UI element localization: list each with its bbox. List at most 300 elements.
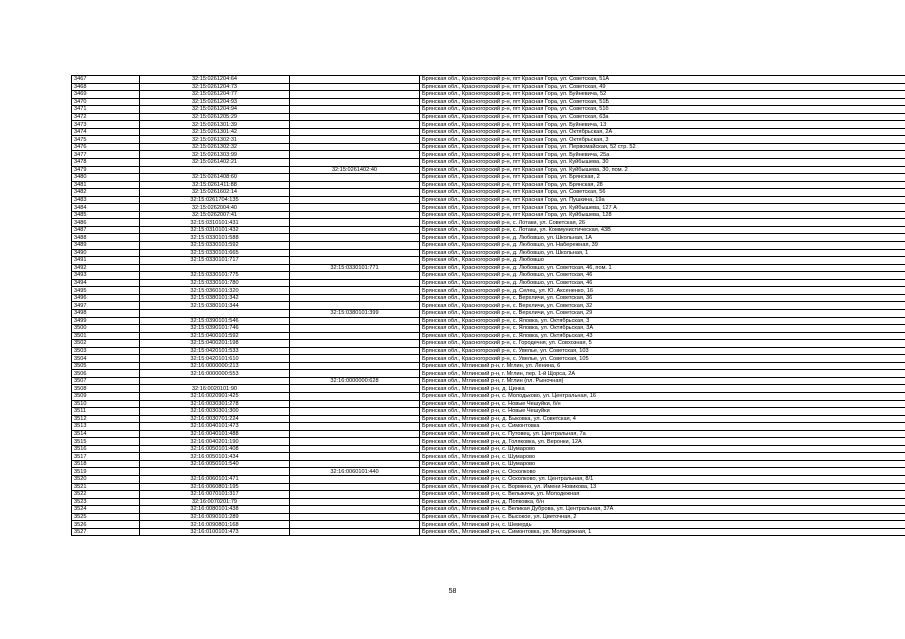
- row-number-cell: 3482: [72, 189, 140, 197]
- cadastral-number-cell: 32:15:0261205:29: [140, 113, 290, 121]
- table-row: [72, 91, 905, 99]
- room-cadastral-number-cell: [290, 143, 420, 151]
- address-cell: Брянская обл., Красногорский р-н, д. Любовшо, ул. Набережная, 39: [420, 242, 905, 250]
- row-number-cell: 3477: [72, 151, 140, 159]
- address-cell: Брянская обл., Мглинский р-н, с. Осколково, ул. Центральная, 8/1: [420, 475, 905, 483]
- room-cadastral-number-cell: 32:15:0380101:399: [290, 309, 420, 317]
- row-number-cell: 3523: [72, 498, 140, 506]
- room-cadastral-number-cell: [290, 528, 420, 536]
- cadastral-number-cell: 32:15:0262007:41: [140, 211, 290, 219]
- cadastral-number-cell: 32:15:0261204:94: [140, 106, 290, 114]
- row-number-cell: 3510: [72, 400, 140, 408]
- room-cadastral-number-cell: [290, 242, 420, 250]
- address-cell: Брянская обл., Мглинский р-н, д. Голяковка, ул. Веронки, 12А: [420, 438, 905, 446]
- room-cadastral-number-cell: 32:16:0060101:440: [290, 468, 420, 476]
- address-cell: Брянская обл., Красногорский р-н, д. Любовшо, ул. Школьная, 1А: [420, 234, 905, 242]
- table-row: [72, 498, 905, 506]
- table-row: [72, 355, 905, 363]
- cadastral-number-cell: 32:15:0261408:60: [140, 174, 290, 182]
- table-row: [72, 196, 905, 204]
- table-row: [72, 491, 905, 499]
- row-number-cell: 3500: [72, 325, 140, 333]
- table-row: [72, 408, 905, 416]
- room-cadastral-number-cell: [290, 159, 420, 167]
- address-cell: Брянская обл., Мглинский р-н, д. Попковка, б/н: [420, 498, 905, 506]
- room-cadastral-number-cell: [290, 521, 420, 529]
- row-number-cell: 3526: [72, 521, 140, 529]
- address-cell: Брянская обл., Красногорский р-н, пгт Красная Гора, ул. Куйбышева, 127 А: [420, 204, 905, 212]
- address-cell: Брянская обл., Мглинский р-н, д. Цинка: [420, 385, 905, 393]
- table-row: [72, 287, 905, 295]
- row-number-cell: 3470: [72, 98, 140, 106]
- address-cell: Брянская обл., Красногорский р-н, пгт Красная Гора, ул. Октябрьская, 3: [420, 136, 905, 144]
- cadastral-number-cell: 32:16:0000000:213: [140, 362, 290, 370]
- room-cadastral-number-cell: [290, 196, 420, 204]
- table-row: [72, 415, 905, 423]
- address-cell: Брянская обл., Красногорский р-н, с. Верхличи, ул. Советская, 36: [420, 294, 905, 302]
- room-cadastral-number-cell: [290, 340, 420, 348]
- address-cell: Брянская обл., Мглинский р-н, с. Шумарово: [420, 460, 905, 468]
- address-cell: Брянская обл., Мглинский р-н, с. Молодьково, ул. Центральная, 16: [420, 392, 905, 400]
- table-row: [72, 76, 905, 84]
- row-number-cell: 3499: [72, 317, 140, 325]
- table-row: [72, 294, 905, 302]
- row-number-cell: 3504: [72, 355, 140, 363]
- row-number-cell: 3497: [72, 302, 140, 310]
- row-number-cell: 3508: [72, 385, 140, 393]
- room-cadastral-number-cell: [290, 460, 420, 468]
- cadastral-number-cell: 32:16:0030301:300: [140, 408, 290, 416]
- address-cell: Брянская обл., Красногорский р-н, с. Верхличи, ул. Советская, 29: [420, 309, 905, 317]
- table-row: [72, 423, 905, 431]
- cadastral-number-cell: 32:16:0020901:425: [140, 392, 290, 400]
- cadastral-table: [71, 75, 905, 536]
- row-number-cell: 3502: [72, 340, 140, 348]
- row-number-cell: 3522: [72, 491, 140, 499]
- table-row: [72, 166, 905, 174]
- row-number-cell: 3496: [72, 294, 140, 302]
- address-cell: Брянская обл., Красногорский р-н, с. Яловка, ул. Октябрьская, 43: [420, 332, 905, 340]
- cadastral-number-cell: 32:15:0261411:88: [140, 181, 290, 189]
- row-number-cell: 3505: [72, 362, 140, 370]
- row-number-cell: 3493: [72, 272, 140, 280]
- table-row: [72, 143, 905, 151]
- row-number-cell: 3492: [72, 264, 140, 272]
- row-number-cell: 3468: [72, 83, 140, 91]
- cadastral-number-cell: 32:15:0330101:780: [140, 279, 290, 287]
- table-row: [72, 325, 905, 333]
- room-cadastral-number-cell: [290, 445, 420, 453]
- room-cadastral-number-cell: 32:15:0261402:40: [290, 166, 420, 174]
- row-number-cell: 3480: [72, 174, 140, 182]
- row-number-cell: 3495: [72, 287, 140, 295]
- table-row: [72, 453, 905, 461]
- cadastral-number-cell: 32:15:0261302:32: [140, 143, 290, 151]
- row-number-cell: 3488: [72, 234, 140, 242]
- address-cell: Брянская обл., Мглинский р-н, с. Осколково: [420, 468, 905, 476]
- cadastral-number-cell: [140, 468, 290, 476]
- cadastral-number-cell: 32:15:0261602:14: [140, 189, 290, 197]
- row-number-cell: 3472: [72, 113, 140, 121]
- room-cadastral-number-cell: [290, 355, 420, 363]
- table-row: [72, 242, 905, 250]
- table-row: [72, 302, 905, 310]
- cadastral-number-cell: 32:16:0030701:224: [140, 415, 290, 423]
- room-cadastral-number-cell: [290, 423, 420, 431]
- cadastral-number-cell: 32:15:0390101:546: [140, 317, 290, 325]
- room-cadastral-number-cell: [290, 83, 420, 91]
- table-row: [72, 151, 905, 159]
- address-cell: Брянская обл., Красногорский р-н, пгт Красная Гора, ул. Советская, 49: [420, 83, 905, 91]
- cadastral-number-cell: 32:16:0080101:438: [140, 506, 290, 514]
- room-cadastral-number-cell: [290, 272, 420, 280]
- table-row: [72, 385, 905, 393]
- row-number-cell: 3525: [72, 513, 140, 521]
- cadastral-number-cell: 32:16:0100101:473: [140, 528, 290, 536]
- row-number-cell: 3478: [72, 159, 140, 167]
- table-row: [72, 159, 905, 167]
- address-cell: Брянская обл., Красногорский р-н, пгт Красная Гора, ул. Брянская, 2: [420, 174, 905, 182]
- cadastral-number-cell: 32:16:0040201:190: [140, 438, 290, 446]
- cadastral-number-cell: 32:16:0050101:540: [140, 460, 290, 468]
- cadastral-number-cell: 32:16:0050101:408: [140, 445, 290, 453]
- address-cell: Брянская обл., Мглинский р-н, с. Новые Чешуйки, б/н: [420, 400, 905, 408]
- row-number-cell: 3471: [72, 106, 140, 114]
- row-number-cell: 3527: [72, 528, 140, 536]
- table-row: [72, 506, 905, 514]
- cadastral-number-cell: 32:16:0050101:434: [140, 453, 290, 461]
- cadastral-number-cell: 32:15:0360101:320: [140, 287, 290, 295]
- row-number-cell: 3467: [72, 76, 140, 84]
- cadastral-number-cell: 32:15:0330101:665: [140, 249, 290, 257]
- room-cadastral-number-cell: [290, 121, 420, 129]
- cadastral-number-cell: 32:15:0261204:64: [140, 76, 290, 84]
- row-number-cell: 3481: [72, 181, 140, 189]
- cadastral-number-cell: 32:15:0330101:588: [140, 234, 290, 242]
- room-cadastral-number-cell: [290, 475, 420, 483]
- room-cadastral-number-cell: [290, 204, 420, 212]
- table-row: [72, 211, 905, 219]
- table-row: [72, 438, 905, 446]
- cadastral-number-cell: 32:16:0040101:473: [140, 423, 290, 431]
- room-cadastral-number-cell: [290, 325, 420, 333]
- address-cell: Брянская обл., Красногорский р-н, пгт Красная Гора, ул. Куйбышева, 30, пом. 2: [420, 166, 905, 174]
- table-row: [72, 347, 905, 355]
- address-cell: Брянская обл., Красногорский р-н, с. Лотаки, ул. Советская, 26: [420, 219, 905, 227]
- room-cadastral-number-cell: [290, 392, 420, 400]
- cadastral-number-cell: 32:15:0400101:592: [140, 332, 290, 340]
- table-row: [72, 219, 905, 227]
- row-number-cell: 3524: [72, 506, 140, 514]
- table-row: [72, 189, 905, 197]
- address-cell: Брянская обл., Красногорский р-н, пгт Красная Гора, ул. Октябрьская, 2А: [420, 128, 905, 136]
- table-row: [72, 106, 905, 114]
- table-row: [72, 460, 905, 468]
- row-number-cell: 3487: [72, 226, 140, 234]
- room-cadastral-number-cell: [290, 302, 420, 310]
- room-cadastral-number-cell: [290, 181, 420, 189]
- address-cell: Брянская обл., Мглинский р-н, с. Высокое, ул. Цветочная, 2: [420, 513, 905, 521]
- address-cell: Брянская обл., Мглинский р-н, с. Новые Чешуйки: [420, 408, 905, 416]
- cadastral-number-cell: 32:15:0330101:717: [140, 257, 290, 265]
- table-row: [72, 468, 905, 476]
- row-number-cell: 3519: [72, 468, 140, 476]
- room-cadastral-number-cell: [290, 226, 420, 234]
- cadastral-number-cell: 32:15:0261204:73: [140, 83, 290, 91]
- table-body: [72, 76, 905, 536]
- row-number-cell: 3491: [72, 257, 140, 265]
- row-number-cell: 3521: [72, 483, 140, 491]
- cadastral-number-cell: 32:16:0090101:289: [140, 513, 290, 521]
- room-cadastral-number-cell: [290, 174, 420, 182]
- row-number-cell: 3512: [72, 415, 140, 423]
- address-cell: Брянская обл., Красногорский р-н, д. Селец, ул. Ю. Аксененко, 16: [420, 287, 905, 295]
- room-cadastral-number-cell: [290, 506, 420, 514]
- address-cell: Брянская обл., Красногорский р-н, пгт Красная Гора, ул. Советская, 63а: [420, 113, 905, 121]
- address-cell: Брянская обл., Красногорский р-н, с. Лотаки, ул. Коммунистическая, 43В: [420, 226, 905, 234]
- room-cadastral-number-cell: [290, 136, 420, 144]
- address-cell: Брянская обл., Мглинский р-н, с. Вельжичи, ул. Молодежная: [420, 491, 905, 499]
- row-number-cell: 3520: [72, 475, 140, 483]
- room-cadastral-number-cell: [290, 362, 420, 370]
- row-number-cell: 3473: [72, 121, 140, 129]
- address-cell: Брянская обл., Красногорский р-н, пгт Красная Гора, ул. Первомайская, 52 стр. 52: [420, 143, 905, 151]
- cadastral-number-cell: 32:15:0420101:610: [140, 355, 290, 363]
- row-number-cell: 3518: [72, 460, 140, 468]
- cadastral-number-cell: 32:15:0420101:533: [140, 347, 290, 355]
- address-cell: Брянская обл., Красногорский р-н, с. Верхличи, ул. Советская, 32: [420, 302, 905, 310]
- room-cadastral-number-cell: [290, 219, 420, 227]
- row-number-cell: 3511: [72, 408, 140, 416]
- room-cadastral-number-cell: [290, 151, 420, 159]
- address-cell: Брянская обл., Мглинский р-н, г. Мглин, пер. 1-й Щорса, 2А: [420, 370, 905, 378]
- table-row: [72, 513, 905, 521]
- table-row: [72, 528, 905, 536]
- address-cell: Брянская обл., Мглинский р-н, с. Шумарово: [420, 445, 905, 453]
- row-number-cell: 3469: [72, 91, 140, 99]
- address-cell: Брянская обл., Мглинский р-н, г. Мглин (пл. Рыночная): [420, 377, 905, 385]
- room-cadastral-number-cell: [290, 498, 420, 506]
- row-number-cell: 3494: [72, 279, 140, 287]
- address-cell: Брянская обл., Красногорский р-н, д. Любовшо, ул. Школьная, 1: [420, 249, 905, 257]
- cadastral-number-cell: 32:16:0020101:90: [140, 385, 290, 393]
- table-row: [72, 279, 905, 287]
- room-cadastral-number-cell: 32:16:0000000:628: [290, 377, 420, 385]
- row-number-cell: 3509: [72, 392, 140, 400]
- row-number-cell: 3513: [72, 423, 140, 431]
- room-cadastral-number-cell: [290, 249, 420, 257]
- address-cell: Брянская обл., Мглинский р-н, г. Мглин, ул. Ленина, 6: [420, 362, 905, 370]
- table-row: [72, 113, 905, 121]
- cadastral-number-cell: 32:15:0330101:592: [140, 242, 290, 250]
- room-cadastral-number-cell: [290, 189, 420, 197]
- address-cell: Брянская обл., Красногорский р-н, пгт Красная Гора, ул. Брянская, 28: [420, 181, 905, 189]
- room-cadastral-number-cell: [290, 332, 420, 340]
- address-cell: Брянская обл., Красногорский р-н, д. Любовшо, ул. Советская, 46, пом. 1: [420, 264, 905, 272]
- address-cell: Брянская обл., Красногорский р-н, д. Любовшо, ул. Советская, 46: [420, 272, 905, 280]
- room-cadastral-number-cell: [290, 385, 420, 393]
- room-cadastral-number-cell: [290, 211, 420, 219]
- address-cell: Брянская обл., Мглинский р-н, с. Великая Дуброва, ул. Центральная, 37А: [420, 506, 905, 514]
- table-row: [72, 121, 905, 129]
- table-row: [72, 128, 905, 136]
- table-row: [72, 332, 905, 340]
- table-row: [72, 483, 905, 491]
- address-cell: Брянская обл., Красногорский р-н, пгт Красная Гора, ул. Куйбышева, 30: [420, 159, 905, 167]
- table-row: [72, 317, 905, 325]
- table-row: [72, 136, 905, 144]
- room-cadastral-number-cell: [290, 106, 420, 114]
- room-cadastral-number-cell: [290, 234, 420, 242]
- table-row: [72, 475, 905, 483]
- table-row: [72, 445, 905, 453]
- table-row: [72, 264, 905, 272]
- cadastral-number-cell: 32:15:0400201:198: [140, 340, 290, 348]
- cadastral-number-cell: 32:15:0310101:431: [140, 219, 290, 227]
- room-cadastral-number-cell: [290, 370, 420, 378]
- table-row: [72, 309, 905, 317]
- address-cell: Брянская обл., Красногорский р-н, с. Увелье, ул. Советская, 105: [420, 355, 905, 363]
- room-cadastral-number-cell: 32:15:0330101:771: [290, 264, 420, 272]
- cadastral-number-cell: 32:15:0261204:93: [140, 98, 290, 106]
- row-number-cell: 3514: [72, 430, 140, 438]
- table-row: [72, 174, 905, 182]
- page-number: 58: [448, 588, 457, 595]
- row-number-cell: 3506: [72, 370, 140, 378]
- room-cadastral-number-cell: [290, 91, 420, 99]
- room-cadastral-number-cell: [290, 483, 420, 491]
- table-row: [72, 234, 905, 242]
- room-cadastral-number-cell: [290, 294, 420, 302]
- cadastral-number-cell: 32:16:0090801:168: [140, 521, 290, 529]
- cadastral-number-cell: 32:16:0060101:471: [140, 475, 290, 483]
- row-number-cell: 3476: [72, 143, 140, 151]
- address-cell: Брянская обл., Мглинский р-н, с. Шевердь: [420, 521, 905, 529]
- table-row: [72, 392, 905, 400]
- room-cadastral-number-cell: [290, 257, 420, 265]
- room-cadastral-number-cell: [290, 287, 420, 295]
- table-row: [72, 521, 905, 529]
- cadastral-number-cell: 32:16:0070201:79: [140, 498, 290, 506]
- row-number-cell: 3486: [72, 219, 140, 227]
- address-cell: Брянская обл., Красногорский р-н, д. Любовшо, ул. Советская, 46: [420, 279, 905, 287]
- table-row: [72, 204, 905, 212]
- row-number-cell: 3498: [72, 309, 140, 317]
- row-number-cell: 3485: [72, 211, 140, 219]
- room-cadastral-number-cell: [290, 491, 420, 499]
- address-cell: Брянская обл., Красногорский р-н, пгт Красная Гора, ул. Пушкина, 19а: [420, 196, 905, 204]
- room-cadastral-number-cell: [290, 98, 420, 106]
- cadastral-number-cell: [140, 309, 290, 317]
- room-cadastral-number-cell: [290, 408, 420, 416]
- table-row: [72, 362, 905, 370]
- table-row: [72, 430, 905, 438]
- address-cell: Брянская обл., Красногорский р-н, пгт Красная Гора, ул. Буйневича, 13: [420, 121, 905, 129]
- address-cell: Брянская обл., Красногорский р-н, с. Яловка, ул. Октябрьская, 3: [420, 317, 905, 325]
- cadastral-number-cell: 32:16:0060801:195: [140, 483, 290, 491]
- address-cell: Брянская обл., Мглинский р-н, с. Путовец, ул. Центральная, 7а: [420, 430, 905, 438]
- cadastral-number-cell: 32:15:0380101:342: [140, 294, 290, 302]
- address-cell: Брянская обл., Мглинский р-н, с. Симонтовка, ул. Молодежная, 1: [420, 528, 905, 536]
- address-cell: Брянская обл., Красногорский р-н, пгт Красная Гора, ул. Буйневича, 52: [420, 91, 905, 99]
- room-cadastral-number-cell: [290, 113, 420, 121]
- table-row: [72, 226, 905, 234]
- table-row: [72, 272, 905, 280]
- cadastral-number-cell: 32:15:0380101:344: [140, 302, 290, 310]
- row-number-cell: 3503: [72, 347, 140, 355]
- row-number-cell: 3483: [72, 196, 140, 204]
- cadastral-number-cell: 32:16:0040101:488: [140, 430, 290, 438]
- cadastral-number-cell: [140, 264, 290, 272]
- cadastral-number-cell: [140, 166, 290, 174]
- cadastral-number-cell: 32:15:0261204:77: [140, 91, 290, 99]
- row-number-cell: 3484: [72, 204, 140, 212]
- table-row: [72, 340, 905, 348]
- row-number-cell: 3516: [72, 445, 140, 453]
- room-cadastral-number-cell: [290, 128, 420, 136]
- address-cell: Брянская обл., Красногорский р-н, пгт Красная Гора, ул. Советская, 51б: [420, 106, 905, 114]
- room-cadastral-number-cell: [290, 453, 420, 461]
- row-number-cell: 3501: [72, 332, 140, 340]
- room-cadastral-number-cell: [290, 317, 420, 325]
- address-cell: Брянская обл., Мглинский р-н, с. Шумарово: [420, 453, 905, 461]
- table-row: [72, 377, 905, 385]
- address-cell: Брянская обл., Мглинский р-н, с. Вормено, ул. Имени Новикова, 13: [420, 483, 905, 491]
- address-cell: Брянская обл., Красногорский р-н, с. Яловка, ул. Октябрьская, 3А: [420, 325, 905, 333]
- cadastral-number-cell: 32:15:0262004:40: [140, 204, 290, 212]
- cadastral-number-cell: 32:15:0390101:746: [140, 325, 290, 333]
- cadastral-number-cell: 32:16:0030301:278: [140, 400, 290, 408]
- room-cadastral-number-cell: [290, 76, 420, 84]
- table-row: [72, 83, 905, 91]
- row-number-cell: 3517: [72, 453, 140, 461]
- address-cell: Брянская обл., Красногорский р-н, с. Увелье, ул. Советская, 103: [420, 347, 905, 355]
- address-cell: Брянская обл., Красногорский р-н, пгт Красная Гора, ул. Советская, 56: [420, 189, 905, 197]
- cadastral-number-cell: 32:15:0261302:31: [140, 136, 290, 144]
- address-cell: Брянская обл., Мглинский р-н, с. Симонтовка: [420, 423, 905, 431]
- row-number-cell: 3479: [72, 166, 140, 174]
- row-number-cell: 3475: [72, 136, 140, 144]
- room-cadastral-number-cell: [290, 279, 420, 287]
- address-cell: Брянская обл., Красногорский р-н, пгт Красная Гора, ул. Куйбышева, 128: [420, 211, 905, 219]
- table-row: [72, 400, 905, 408]
- cadastral-number-cell: 32:16:0000000:553: [140, 370, 290, 378]
- cadastral-number-cell: 32:15:0261301:39: [140, 121, 290, 129]
- table-row: [72, 249, 905, 257]
- room-cadastral-number-cell: [290, 513, 420, 521]
- row-number-cell: 3490: [72, 249, 140, 257]
- room-cadastral-number-cell: [290, 347, 420, 355]
- table-row: [72, 181, 905, 189]
- room-cadastral-number-cell: [290, 400, 420, 408]
- table-row: [72, 370, 905, 378]
- room-cadastral-number-cell: [290, 438, 420, 446]
- cadastral-number-cell: 32:15:0261301:42: [140, 128, 290, 136]
- cadastral-number-cell: 32:16:0070101:317: [140, 491, 290, 499]
- cadastral-number-cell: 32:15:0310101:432: [140, 226, 290, 234]
- room-cadastral-number-cell: [290, 415, 420, 423]
- row-number-cell: 3507: [72, 377, 140, 385]
- cadastral-number-cell: 32:15:0261303:99: [140, 151, 290, 159]
- address-cell: Брянская обл., Красногорский р-н, пгт Красная Гора, ул. Советская, 51Б: [420, 98, 905, 106]
- address-cell: Брянская обл., Красногорский р-н, пгт Красная Гора, ул. Советская, 51А: [420, 76, 905, 84]
- table-row: [72, 257, 905, 265]
- row-number-cell: 3489: [72, 242, 140, 250]
- address-cell: Брянская обл., Красногорский р-н, с. Городечня, ул. Совхозная, 5: [420, 340, 905, 348]
- room-cadastral-number-cell: [290, 430, 420, 438]
- address-cell: Брянская обл., Красногорский р-н, пгт Красная Гора, ул. Буйневича, 25а: [420, 151, 905, 159]
- cadastral-number-cell: [140, 377, 290, 385]
